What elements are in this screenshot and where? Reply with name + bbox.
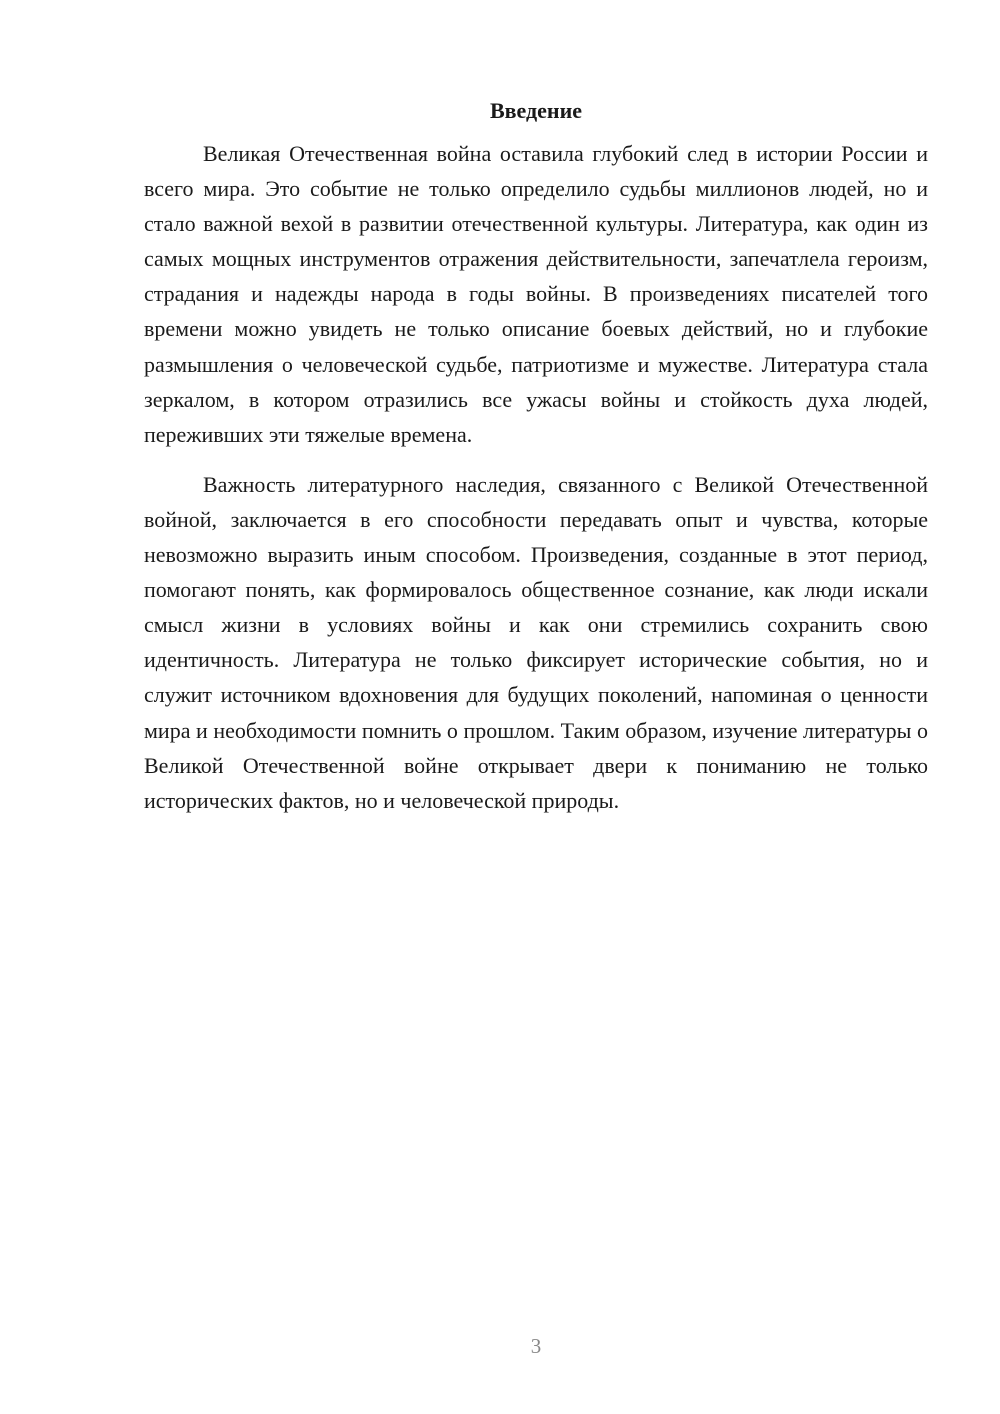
page-content — [144, 96, 928, 833]
paragraph-1: Великая Отечественная война оставила глубокий след в истории России и всего мира. Это событие не только определило судьбы миллионов людей, но и стало важной вехой в развитии отечественной культуры. Литература, как один из самых мощных инструментов отражения действительности, запечатлела героизм, страдания и надежды народа в годы войны. В произведениях писателей того времени можно увидеть не только описание боевых действий, но и глубокие размышления о человеческой судьбе, патриотизме и мужестве. Литература стала зеркалом, в котором отразились все ужасы войны и стойкость духа людей, переживших эти тяжелые времена. — [144, 141, 928, 447]
section-heading: Введение — [489, 98, 583, 123]
page-number: 3 — [530, 1334, 542, 1358]
paragraph-2: Важность литературного наследия, связанного с Великой Отечественной войной, заключается в его способности передавать опыт и чувства, которые невозможно выразить иным способом. Произведения, созданные в этот период, помогают понять, как формировалось общественное сознание, как люди искали смысл жизни в условиях войны и как они стремились сохранить свою идентичность. Литература не только фиксирует исторические события, но и служит источником вдохновения для будущих поколений, напоминая о ценности мира и необходимости помнить о прошлом. Таким образом, изучение литературы о Великой Отечественной войне открывает двери к пониманию не только исторических фактов, но и человеческой природы. — [144, 471, 928, 813]
